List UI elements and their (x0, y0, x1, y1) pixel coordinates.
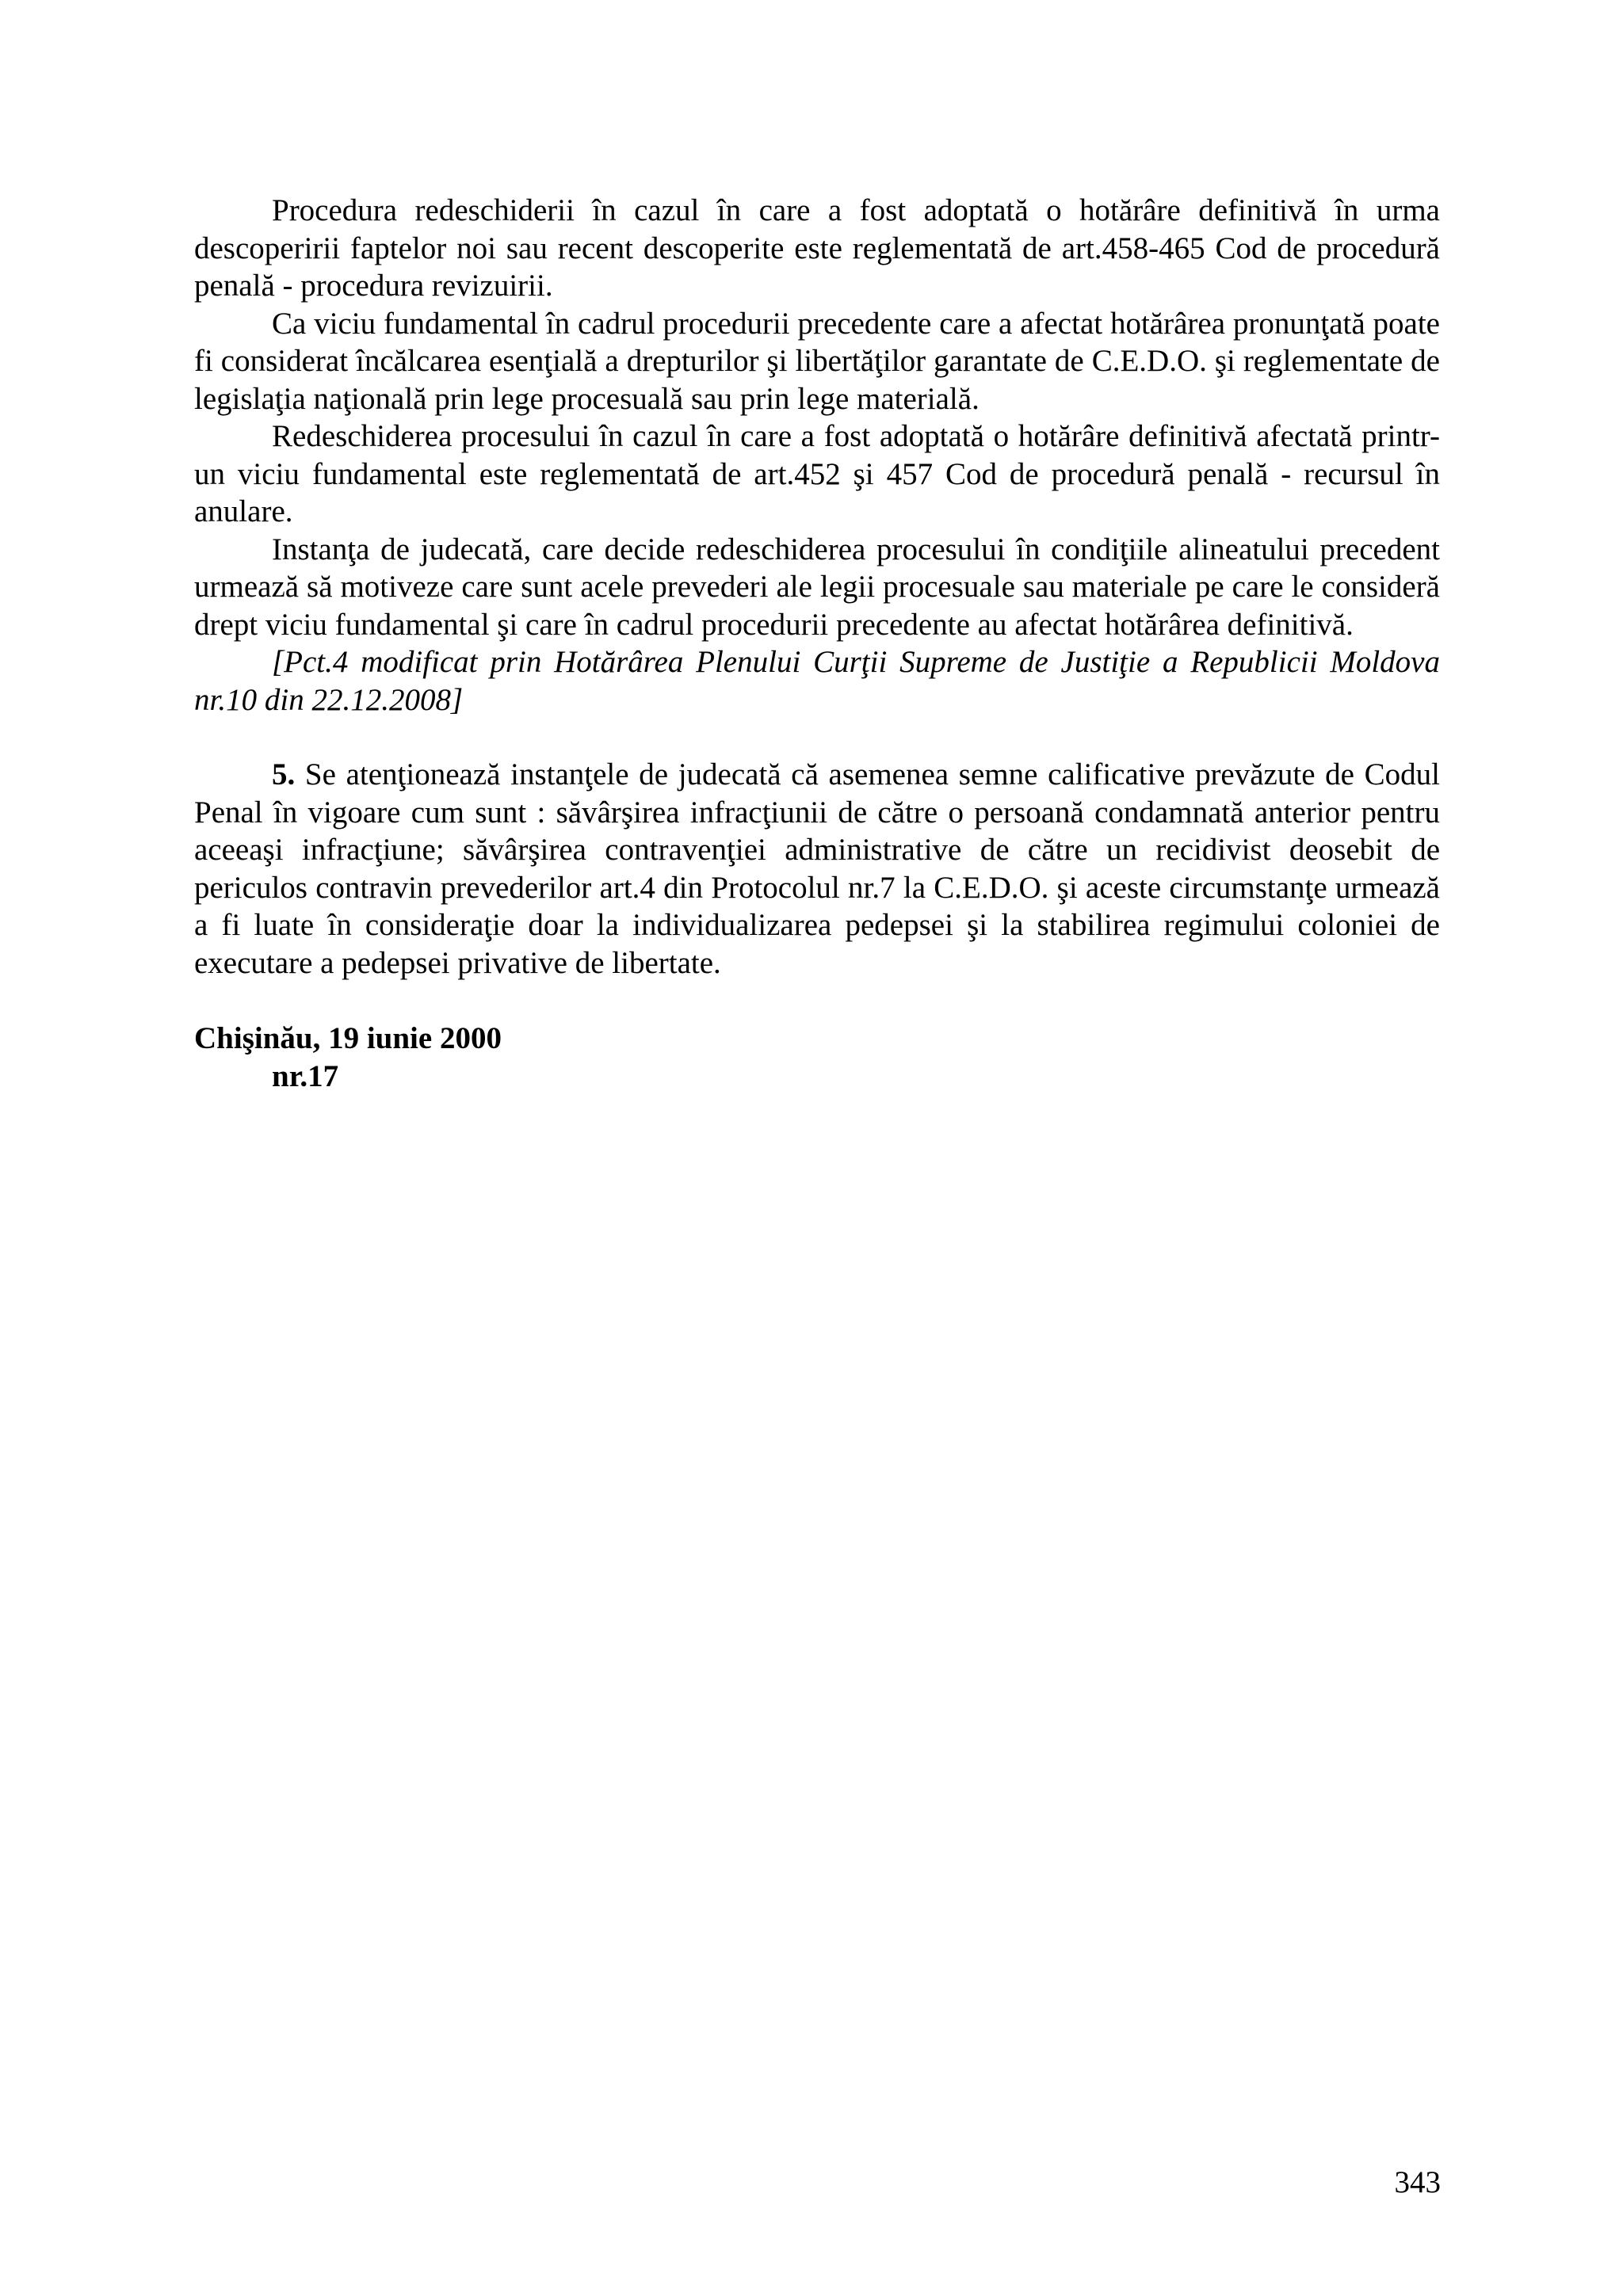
paragraph-revision-procedure: Procedura redeschiderii în cazul în care a fost adoptată o hotărâre definitivă în urma descoperirii faptelor noi sau recent descoperite este reglementată de art.458-465 Cod de procedură penală - procedura revizuirii. (194, 193, 1440, 303)
signature-place-date: Chişinău, 19 iunie 2000 (194, 1021, 502, 1055)
signature-block (194, 1020, 1440, 1096)
document-body (194, 192, 1440, 1096)
paragraph-annulment-appeal: Redeschiderea procesului în cazul în care a fost adoptată o hotărâre definitivă afectată printr-un viciu fundamental este reglementată de art.452 şi 457 Cod de procedură penală - recursul în anulare. (194, 419, 1440, 528)
point-5-number: 5. (272, 757, 296, 791)
amendment-note: [Pct.4 modificat prin Hotărârea Plenului Curţii Supreme de Justiţie a Republicii Moldova nr.10 din 22.12.2008] (194, 645, 1440, 717)
point-5-paragraph (194, 756, 1440, 982)
paragraph-fundamental-defect: Ca viciu fundamental în cadrul procedurii precedente care a afectat hotărârea pronunţată poate fi considerat încălcarea esenţială a drepturilor şi libertăţilor garantate de C.E.D.O. şi reglementate de legislaţia naţională prin lege procesuală sau prin lege materială. (194, 306, 1440, 416)
paragraph-spacer (194, 719, 1440, 756)
point-5-text: Se atenţionează instanţele de judecată că asemenea semne calificative prevăzute de Codul Penal în vigoare cum sunt : săvârşirea infracţiunii de către o persoană condamnată anterior pentru aceeaşi infracţiune; săvârşirea contravenţiei administrative de către un recidivist deosebit de periculos contravin prevederilor art.4 din Protocolul nr.7 la C.E.D.O. şi aceste circumstanţe urmează a fi luate în consideraţie doar la individualizarea pedepsei şi la stabilirea regimului coloniei de executare a pedepsei privative de libertate. (194, 757, 1440, 980)
paragraph-court-motivation: Instanţa de judecată, care decide redeschiderea procesului în condiţiile alineatului precedent urmează să motiveze care sunt acele prevederi ale legii procesuale sau materiale pe care le consideră drept viciu fundamental şi care în cadrul procedurii precedente au afectat hotărârea definitivă. (194, 532, 1440, 642)
signature-number: nr.17 (272, 1059, 339, 1093)
page-number: 343 (1394, 2165, 1441, 2199)
